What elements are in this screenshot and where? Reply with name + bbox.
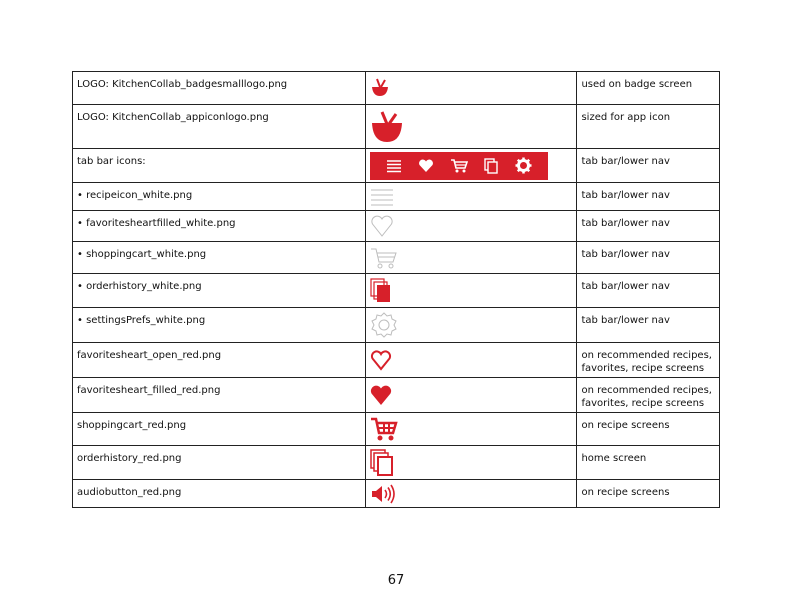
table-row <box>73 274 720 308</box>
shopping-cart-red-icon <box>370 416 398 442</box>
table-row <box>73 378 720 413</box>
order-history-icon <box>484 158 499 174</box>
audio-button-red-icon <box>370 483 398 505</box>
asset-filename: • shoppingcart_white.png <box>73 242 366 274</box>
page-number: 67 <box>387 573 405 588</box>
asset-usage: on recipe screens <box>577 413 720 446</box>
asset-filename: favoritesheart_filled_red.png <box>73 378 366 413</box>
asset-filename: • favoritesheartfilled_white.png <box>73 211 366 242</box>
table-row <box>73 308 720 343</box>
table-row <box>73 183 720 211</box>
asset-usage: used on badge screen <box>577 72 720 105</box>
shopping-cart-icon <box>450 158 468 173</box>
heart-outline-icon <box>370 214 394 238</box>
recipe-lines-icon <box>370 187 394 207</box>
asset-filename: LOGO: KitchenCollab_appiconlogo.png <box>73 105 366 149</box>
asset-usage: on recipe screens <box>577 480 720 508</box>
asset-filename: audiobutton_red.png <box>73 480 366 508</box>
shopping-cart-icon <box>370 246 398 270</box>
tab-bar-strip <box>370 152 548 180</box>
gear-icon <box>515 157 532 174</box>
asset-usage: on recommended recipes, favorites, recipe screens <box>577 343 720 378</box>
asset-usage: on recommended recipes, favorites, recipe screens <box>577 378 720 413</box>
asset-filename: orderhistory_red.png <box>73 446 366 480</box>
asset-filename: shoppingcart_red.png <box>73 413 366 446</box>
asset-filename: tab bar icons: <box>73 149 366 183</box>
asset-usage: tab bar/lower nav <box>577 183 720 211</box>
table-row <box>73 72 720 105</box>
recipe-lines-icon <box>386 159 402 173</box>
heart-open-red-icon <box>370 349 392 371</box>
asset-usage: tab bar/lower nav <box>577 242 720 274</box>
asset-filename: • orderhistory_white.png <box>73 274 366 308</box>
bowl-logo-large-icon <box>370 110 404 144</box>
gear-icon <box>370 311 398 339</box>
asset-usage: tab bar/lower nav <box>577 308 720 343</box>
asset-filename: • settingsPrefs_white.png <box>73 308 366 343</box>
heart-icon <box>418 159 434 173</box>
asset-table <box>72 71 720 508</box>
asset-filename: LOGO: KitchenCollab_badgesmalllogo.png <box>73 72 366 105</box>
table-row <box>73 105 720 149</box>
asset-usage: home screen <box>577 446 720 480</box>
asset-filename: favoritesheart_open_red.png <box>73 343 366 378</box>
table-row <box>73 211 720 242</box>
table-row <box>73 446 720 480</box>
order-history-icon <box>370 278 392 304</box>
table-row <box>73 480 720 508</box>
asset-usage: tab bar/lower nav <box>577 274 720 308</box>
asset-usage: tab bar/lower nav <box>577 211 720 242</box>
table-row <box>73 149 720 183</box>
bowl-logo-small-icon <box>370 77 390 99</box>
asset-usage: sized for app icon <box>577 105 720 149</box>
table-row <box>73 343 720 378</box>
table-row <box>73 413 720 446</box>
table-row <box>73 242 720 274</box>
order-history-red-icon <box>370 449 394 477</box>
heart-filled-red-icon <box>370 384 392 406</box>
asset-filename: • recipeicon_white.png <box>73 183 366 211</box>
asset-usage: tab bar/lower nav <box>577 149 720 183</box>
